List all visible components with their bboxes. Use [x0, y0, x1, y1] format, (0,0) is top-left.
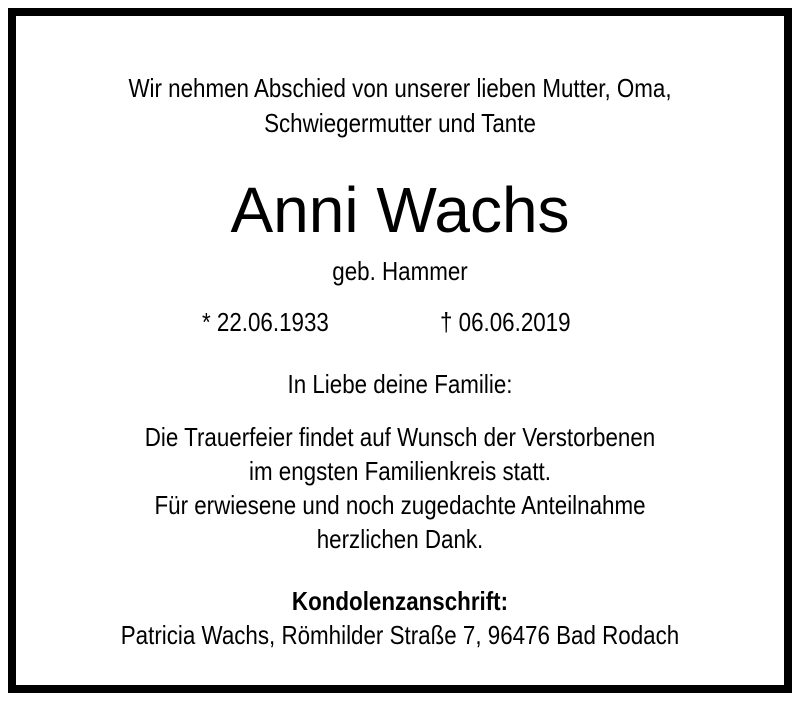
- notice-line-4: herzlichen Dank.: [316, 524, 484, 554]
- condolence-heading: Kondolenzanschrift:: [291, 586, 509, 616]
- notice-line-2: im engsten Familienkreis statt.: [249, 456, 551, 486]
- birth-date: * 22.06.1933: [202, 307, 329, 337]
- notice-line-1: Die Trauerfeier findet auf Wunsch der Verstorbenen: [144, 422, 656, 452]
- maiden-name: geb. Hammer: [332, 256, 468, 286]
- intro-line-2: Schwiegermutter und Tante: [264, 108, 536, 138]
- life-dates: [0, 306, 800, 338]
- deceased-name: Anni Wachs: [230, 174, 570, 246]
- notice-line-3: Für erwiesene und noch zugedachte Anteilnahme: [154, 490, 646, 520]
- death-date: † 06.06.2019: [440, 307, 571, 337]
- family-signature: In Liebe deine Familie:: [287, 369, 513, 399]
- intro-line-1: Wir nehmen Abschied von unserer lieben Mutter, Oma,: [128, 73, 672, 103]
- condolence-address: Patricia Wachs, Römhilder Straße 7, 96476 Bad Rodach: [120, 620, 680, 650]
